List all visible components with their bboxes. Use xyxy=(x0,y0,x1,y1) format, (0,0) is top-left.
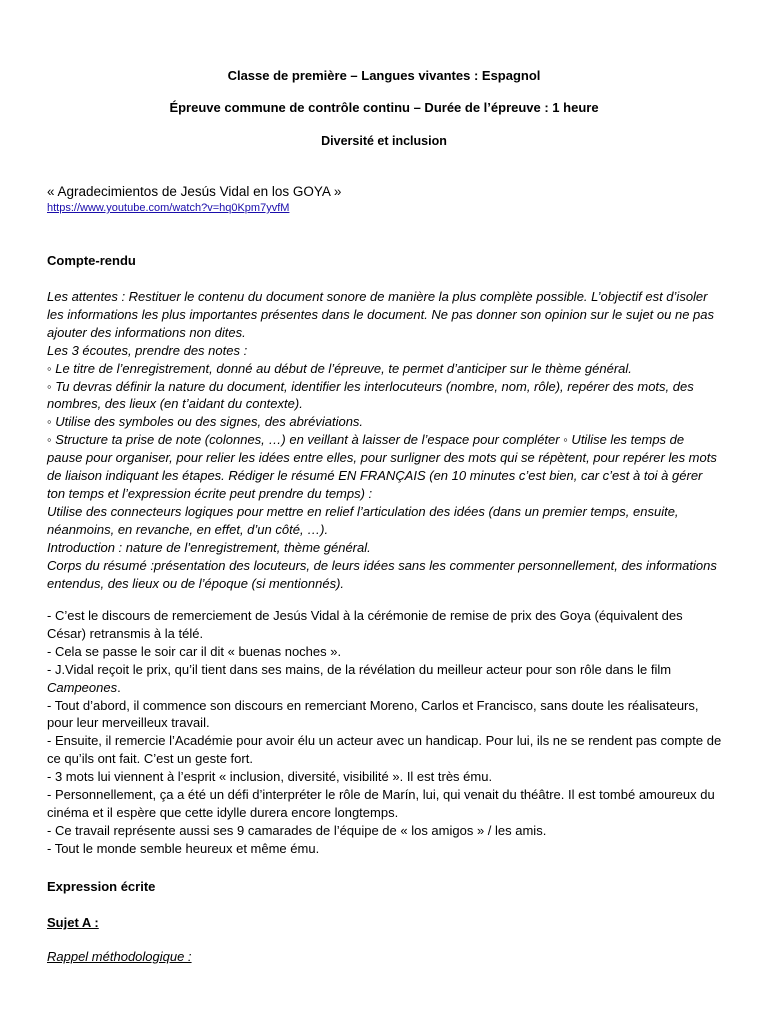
compte-rendu-heading: Compte-rendu xyxy=(47,253,136,268)
film-title: Campeones xyxy=(47,679,118,695)
document-title: « Agradecimientos de Jesús Vidal en los GOYA » xyxy=(47,184,342,199)
instruction-line: ◦ Utilise des symboles ou des signes, des abréviations. xyxy=(47,414,364,430)
summary-line xyxy=(47,661,723,697)
header-theme-line: Diversité et inclusion xyxy=(321,134,447,148)
summary-line: - C’est le discours de remerciement de Jesús Vidal à la cérémonie de remise de prix des Goya (équivalent des César) retransmis à la télé. xyxy=(47,608,683,641)
summary-line: - Cela se passe le soir car il dit « buenas noches ». xyxy=(47,643,342,659)
instruction-line: Les 3 écoutes, prendre des notes : xyxy=(47,342,248,358)
summary-line: - Ensuite, il remercie l’Académie pour avoir élu un acteur avec un handicap. Pour lui, ils ne se rendent pas compte de ce qu’ils ont fait. C’est un geste fort. xyxy=(47,733,722,767)
summary-text: - J.Vidal reçoit le prix, qu’il tient dans ses mains, de la révélation du meilleur acteur pour son rôle dans le film xyxy=(47,661,672,677)
header-exam-line: Épreuve commune de contrôle continu – Durée de l’épreuve : 1 heure xyxy=(169,100,599,115)
document-link[interactable]: https://www.youtube.com/watch?v=hq0Kpm7yvfM xyxy=(47,202,290,214)
instructions-block xyxy=(47,288,723,592)
header-class-line: Classe de première – Langues vivantes : Espagnol xyxy=(227,68,541,83)
summary-text: . xyxy=(117,679,121,695)
summary-line: - Ce travail représente aussi ses 9 camarades de l’équipe de « los amigos » / les amis. xyxy=(47,822,547,838)
instruction-line: ◦ Tu devras définir la nature du document, identifier les interlocuteurs (nombre, nom, rôle), repérer des mots, des nombres, des lieux (en t’aidant du contexte). xyxy=(47,378,694,412)
sujet-heading: Sujet A : xyxy=(47,915,99,930)
summary-line: - Personnellement, ça a été un défi d’interpréter le rôle de Marín, lui, qui venait du théâtre. Il est tombé amoureux du cinéma et il espère que cette idylle durera encore longtemps. xyxy=(47,787,715,820)
instruction-line: Les attentes : Restituer le contenu du document sonore de manière la plus complète possible. L’objectif est d’isoler les informations les plus importantes présentes dans le document. Ne pas donner son opinion sur le sujet ou ne pas ajouter des informations non dites. xyxy=(47,289,714,340)
rappel-heading: Rappel méthodologique : xyxy=(47,949,192,964)
summary-line: - Tout le monde semble heureux et même ému. xyxy=(47,840,320,856)
instruction-line: ◦ Structure ta prise de note (colonnes, …) en veillant à laisser de l’espace pour compléter ◦ Utilise les temps de pause pour organiser, pour relier les idées entre elles, pour surligner des mots qui se répètent, pour repérer les mots de liaison indiquant les étapes. Rédiger le résumé EN FRANÇAIS (en 10 minutes c’est bien, car c’est à toi à gérer ton temps et l’expression écrite peut prendre du temps) : xyxy=(47,432,717,501)
summary-line: - 3 mots lui viennent à l’esprit « inclusion, diversité, visibilité ». Il est très ému. xyxy=(47,769,493,785)
instruction-line: ◦ Le titre de l’enregistrement, donné au début de l’épreuve, te permet d’anticiper sur le thème général. xyxy=(47,360,632,376)
instruction-line: Utilise des connecteurs logiques pour mettre en relief l’articulation des idées (dans un premier temps, ensuite, néanmoins, en revanche, en effet, d’un côté, …). xyxy=(47,503,679,537)
summary-block xyxy=(47,607,723,858)
instruction-line: Corps du résumé :présentation des locuteurs, de leurs idées sans les commenter personnellement, des informations entendus, des lieux ou de l’époque (si mentionnés). xyxy=(47,557,717,591)
expression-heading: Expression écrite xyxy=(47,879,156,894)
summary-line: - Tout d’abord, il commence son discours en remerciant Moreno, Carlos et Francisco, sans doute les réalisateurs, pour leur merveilleux travail. xyxy=(47,697,699,731)
instruction-line: Introduction : nature de l’enregistrement, thème général. xyxy=(47,539,371,555)
